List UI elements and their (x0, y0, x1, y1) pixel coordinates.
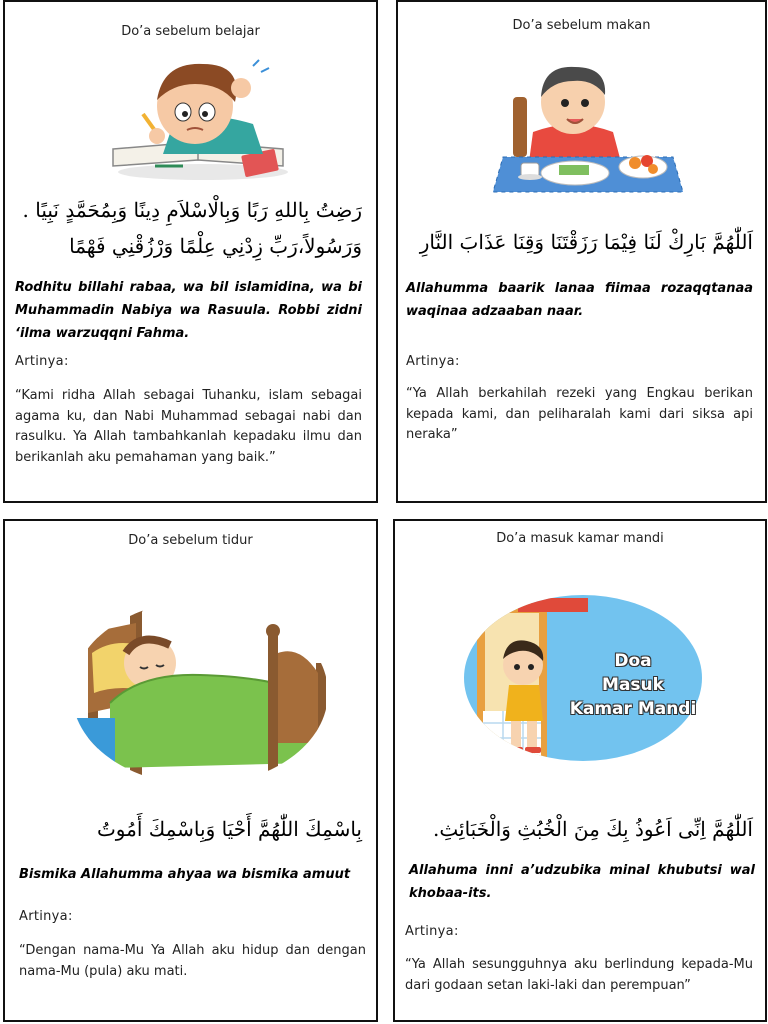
doa-card-makan (396, 0, 767, 503)
boy-sleeping-icon (70, 593, 330, 783)
arabic-text: اَللّٰهُمَّ اِنِّى اَعُوذُ بِكَ مِنَ الْخُبُثِ وَالْخَبَائِثِ. (433, 817, 753, 841)
latin-transliteration: Allahuma inni a’udzubika minal khubutsi wal khobaa-its. (409, 863, 755, 901)
boy-bathroom-icon (463, 593, 703, 763)
boy-eating-icon (493, 57, 683, 202)
arabic-text: اَللّٰهُمَّ بَارِكْ لَنَا فِيْمَا رَزَقْتَنَا وَقِنَا عَذَابَ النَّارِ (419, 230, 753, 254)
arabic-text: رَضِتُ بِاللهِ رَبًا وَبِالْاسْلاَمِ دِينًا وَبِمُحَمَّدٍ نَبِيًا . وَرَسُولاً،رَبِّ زِدْنِي عِلْمًا وَرْزُقْنِي فَهْمًا (22, 198, 362, 258)
meaning-text: “Dengan nama-Mu Ya Allah aku hidup dan dengan nama-Mu (pula) aku mati. (19, 943, 366, 979)
arabic-text: بِاسْمِكَ اللّٰهُمَّ أَحْيَا وَبِاسْمِكَ أَمُوتُ (96, 817, 362, 841)
card-title: Do’a sebelum makan (512, 18, 651, 33)
doa-card-belajar (3, 0, 378, 503)
latin-transliteration: Allahumma baarik lanaa fiimaa rozaqqtanaa waqinaa adzaaban naar. (406, 281, 753, 319)
doa-card-kamar-mandi (393, 519, 767, 1022)
boy-studying-icon (103, 54, 293, 184)
meaning-label: Artinya: (405, 924, 459, 939)
doa-card-tidur (3, 519, 378, 1022)
latin-transliteration: Bismika Allahumma ahyaa wa bismika amuut (19, 867, 351, 882)
card-title: Do’a masuk kamar mandi (496, 531, 664, 546)
card-title: Do’a sebelum tidur (128, 533, 253, 548)
meaning-label: Artinya: (406, 354, 460, 369)
meaning-label: Artinya: (15, 354, 69, 369)
meaning-text: “Ya Allah sesungguhnya aku berlindung kepada-Mu dari godaan setan laki-laki dan perempuan” (405, 957, 753, 993)
meaning-label: Artinya: (19, 909, 73, 924)
meaning-text: “Kami ridha Allah sebagai Tuhanku, islam sebagai agama ku, dan Nabi Muhammad sebagai nabi dan rasulku. Ya Allah tambahkanlah kepadaku ilmu dan berikanlah aku pemahaman yang baik.” (15, 388, 362, 465)
card-title: Do’a sebelum belajar (121, 24, 260, 39)
latin-transliteration: Rodhitu billahi rabaa, wa bil islamidina, wa bi Muhammadin Nabiya wa Rasuula. Robbi zidni ‘ilma warzuqqni Fahma. (15, 280, 362, 341)
illustration-caption: Doa Masuk Kamar Mandi (569, 651, 697, 719)
meaning-text: “Ya Allah berkahilah rezeki yang Engkau berikan kepada kami, dan peliharalah kami dari siksa api neraka” (406, 386, 753, 442)
